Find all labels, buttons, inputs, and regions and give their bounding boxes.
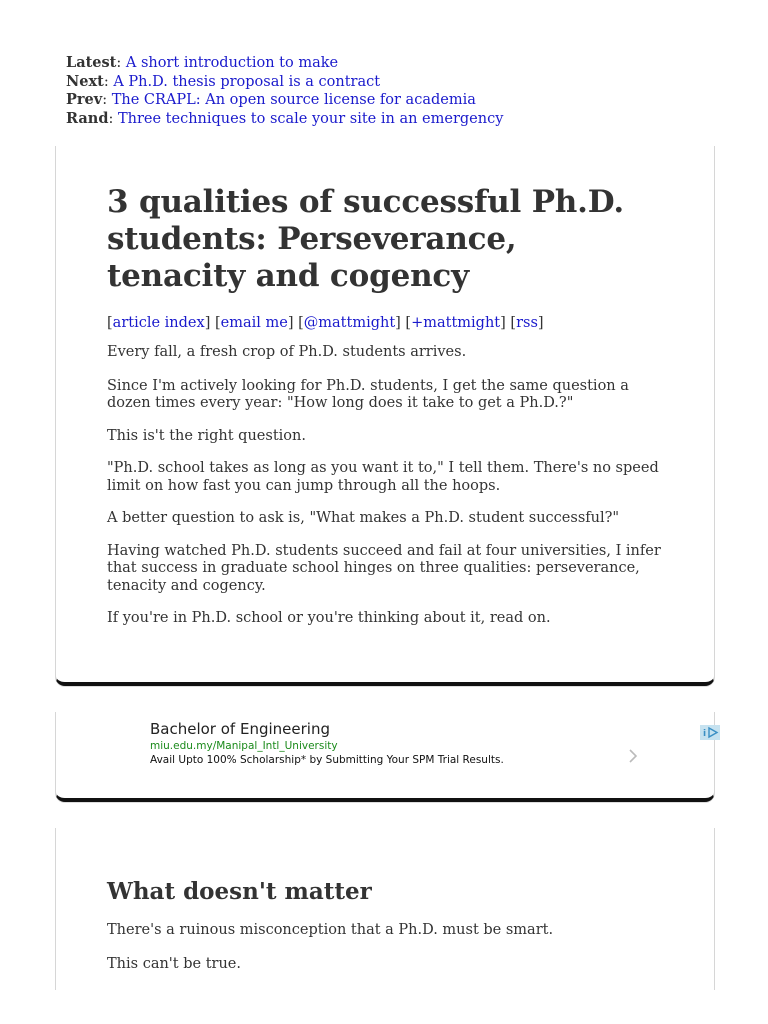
ad-description: Avail Upto 100% Scholarship* by Submitting Your SPM Trial Results. bbox=[150, 754, 504, 766]
google-plus-link[interactable]: +mattmight bbox=[411, 315, 501, 331]
twitter-link[interactable]: @mattmight bbox=[303, 315, 396, 331]
article-paragraph: Since I'm actively looking for Ph.D. students, I get the same question a dozen times every year: "How long does it take to get a Ph.D.?" bbox=[107, 377, 629, 411]
nav-rand: Rand: Three techniques to scale your site in an emergency bbox=[66, 110, 504, 128]
nav-latest-link[interactable]: A short introduction to make bbox=[125, 55, 339, 71]
article-paragraph: "Ph.D. school takes as long as you want it to," I tell them. There's no speed limit on how fast you can jump through all the hoops. bbox=[107, 460, 659, 494]
section-card bbox=[55, 828, 715, 990]
nav-prev: Prev: The CRAPL: An open source license for academia bbox=[66, 91, 476, 109]
nav-rand-link[interactable]: Three techniques to scale your site in an emergency bbox=[117, 111, 504, 128]
ad-card bbox=[55, 712, 715, 802]
section-paragraph: There's a ruinous misconception that a Ph.D. must be smart. bbox=[107, 922, 554, 938]
nav-next-label: Next bbox=[66, 72, 104, 90]
article-title: 3 qualities of successful Ph.D. students: Perseverance, tenacity and cogency bbox=[107, 184, 624, 294]
nav-next: Next: A Ph.D. thesis proposal is a contract bbox=[66, 72, 381, 90]
article-paragraph: Every fall, a fresh crop of Ph.D. students arrives. bbox=[107, 344, 467, 360]
post-navigation bbox=[66, 54, 503, 129]
article-paragraph: This is't the right question. bbox=[107, 427, 306, 444]
nav-latest: Latest: A short introduction to make bbox=[66, 54, 339, 71]
section-heading: What doesn't matter bbox=[107, 878, 372, 905]
section-content bbox=[107, 878, 664, 973]
article-paragraph: If you're in Ph.D. school or you're thinking about it, read on. bbox=[107, 610, 551, 626]
article-paragraph: A better question to ask is, "What makes a Ph.D. student successful?" bbox=[107, 510, 620, 526]
article-content bbox=[107, 184, 664, 628]
nav-latest-label: Latest bbox=[66, 54, 117, 71]
chevron-right-icon[interactable] bbox=[627, 748, 641, 762]
nav-prev-label: Prev bbox=[66, 91, 103, 109]
section-paragraph: This can't be true. bbox=[107, 955, 241, 972]
ad-unit[interactable] bbox=[150, 720, 707, 767]
nav-prev-link[interactable]: The CRAPL: An open source license for academia bbox=[111, 92, 476, 109]
ad-title[interactable]: Bachelor of Engineering bbox=[150, 720, 330, 738]
article-paragraph: Having watched Ph.D. students succeed and fail at four universities, I infer that success in graduate school hinges on three qualities: perseverance, tenacity and cogency. bbox=[107, 542, 661, 594]
email-me-link[interactable]: email me bbox=[220, 315, 288, 331]
ad-url[interactable]: miu.edu.my/Manipal_Intl_University bbox=[150, 740, 338, 752]
article-card bbox=[55, 146, 715, 686]
article-links: [article index] [email me] [@mattmight] [+mattmight] [rss] bbox=[107, 315, 544, 331]
article-index-link[interactable]: article index bbox=[112, 315, 205, 331]
rss-link[interactable]: rss bbox=[516, 315, 538, 331]
nav-rand-label: Rand bbox=[66, 110, 109, 128]
nav-next-link[interactable]: A Ph.D. thesis proposal is a contract bbox=[113, 73, 381, 90]
svg-text:i: i bbox=[703, 729, 707, 739]
adchoices-icon[interactable] bbox=[700, 725, 720, 740]
